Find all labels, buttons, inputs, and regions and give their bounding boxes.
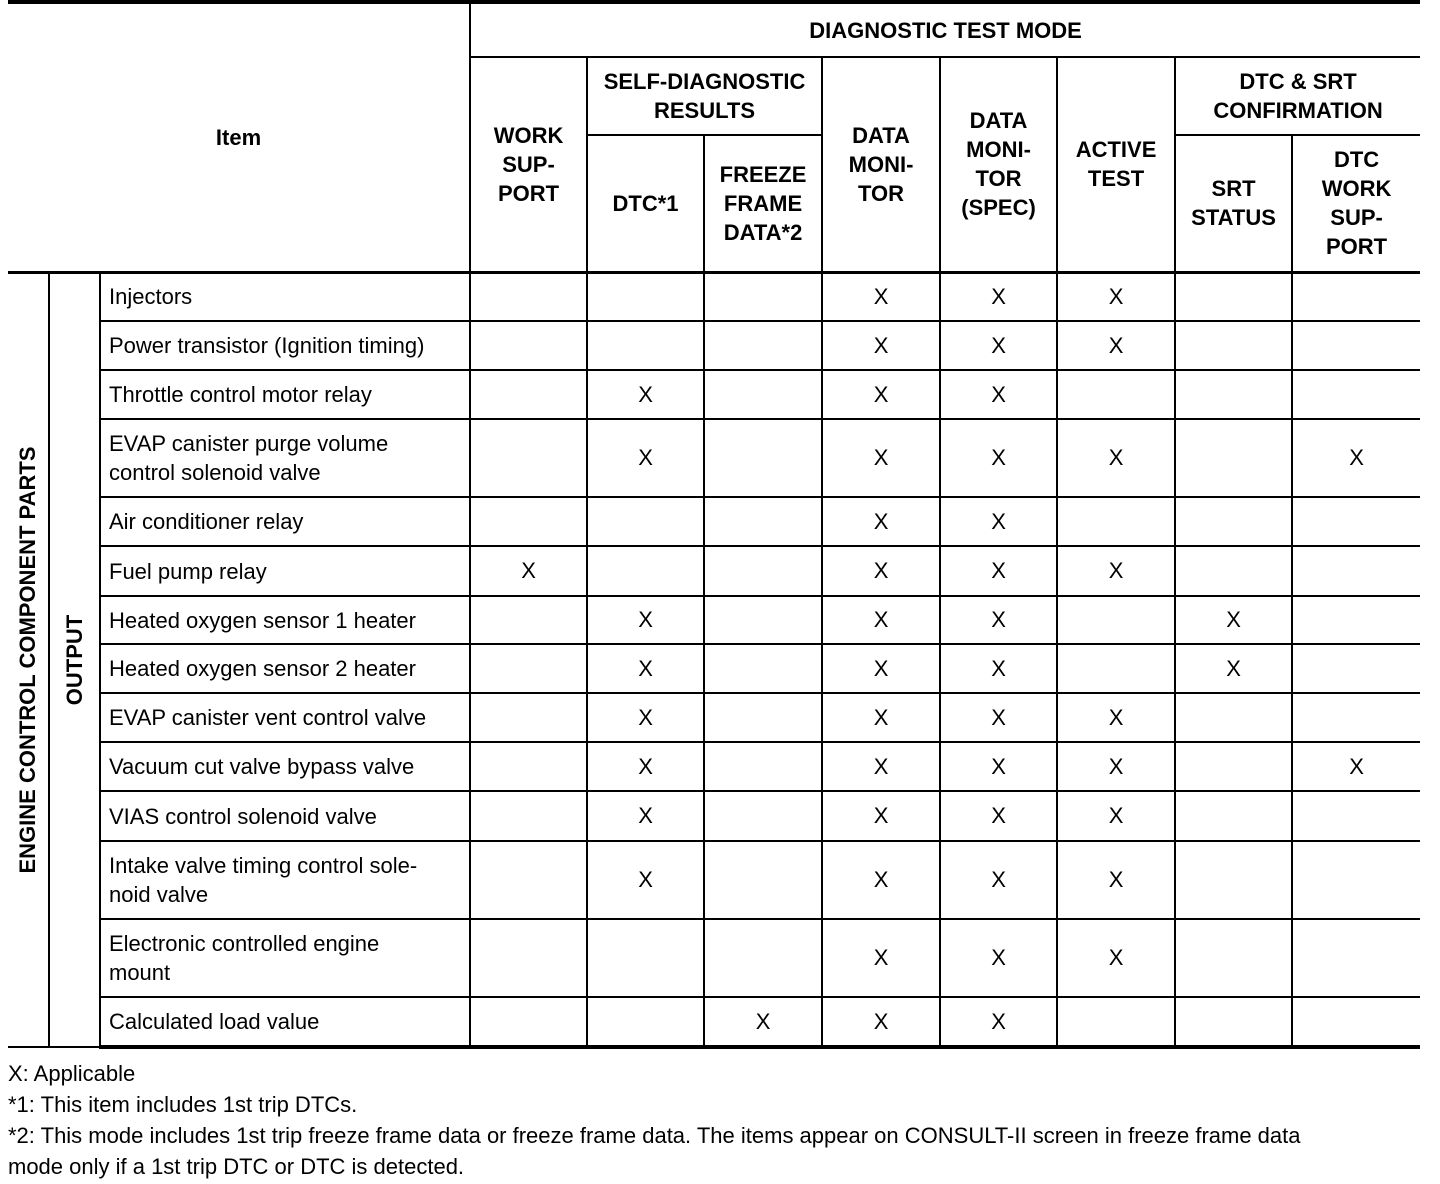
cell-dtc: X [587,693,704,742]
item-name-line: EVAP canister vent control valve [109,705,427,730]
cell-dtc-work-support [1292,791,1420,841]
item-name-line: Power transistor (Ignition timing) [109,333,425,358]
cell-data-monitor: X [822,419,940,497]
cell-active-test: X [1057,546,1175,596]
header-active-test: ACTIVE TEST [1057,57,1175,272]
cell-data-monitor: X [822,321,940,370]
group-label-cell [8,272,49,1047]
cell-dtc [587,272,704,321]
note-2: *2: This mode includes 1st trip freeze frame data or freeze frame data. The items appear on CONSULT-II screen in freeze frame data [8,1123,1301,1148]
cell-active-test [1057,644,1175,693]
table-row [8,742,1420,791]
cell-dtc-work-support [1292,997,1420,1047]
cell-data-monitor: X [822,497,940,546]
item-name-line: mount [109,960,171,985]
cell-freeze-frame [704,742,822,791]
cell-dtc-work-support: X [1292,742,1420,791]
header-work-support: WORK SUP- PORT [470,57,587,272]
cell-active-test [1057,497,1175,546]
item-name [100,919,470,997]
cell-freeze-frame [704,370,822,419]
cell-freeze-frame [704,272,822,321]
item-name [100,321,470,370]
cell-dtc-work-support [1292,370,1420,419]
item-name-line: Injectors [109,284,193,310]
header-dtc: DTC*1 [587,135,704,272]
cell-srt-status [1175,497,1292,546]
item-name-line: Fuel pump relay [109,558,267,584]
item-name [100,693,470,742]
cell-freeze-frame [704,321,822,370]
cell-active-test: X [1057,272,1175,321]
item-name-line: EVAP canister purge volume [109,431,389,456]
header-self-diagnostic-results: SELF-DIAGNOSTIC RESULTS [587,57,822,135]
cell-work-support [470,644,587,693]
cell-srt-status [1175,693,1292,742]
cell-freeze-frame [704,791,822,841]
cell-freeze-frame [704,841,822,919]
cell-work-support [470,919,587,997]
table-row [8,693,1420,742]
cell-active-test [1057,997,1175,1047]
cell-data-monitor-spec: X [940,272,1057,321]
cell-dtc [587,919,704,997]
header-dtc-work-support: DTC WORK SUP- PORT [1292,135,1420,272]
cell-dtc: X [587,370,704,419]
cell-active-test: X [1057,419,1175,497]
cell-data-monitor-spec: X [940,997,1057,1047]
cell-srt-status [1175,546,1292,596]
cell-data-monitor: X [822,644,940,693]
cell-work-support [470,497,587,546]
cell-dtc-work-support [1292,596,1420,644]
item-name-line: control solenoid valve [109,460,321,485]
cell-srt-status [1175,791,1292,841]
cell-srt-status: X [1175,596,1292,644]
footnotes [8,1058,1420,1182]
cell-data-monitor: X [822,841,940,919]
item-name-line: Electronic controlled engine [109,931,380,956]
cell-data-monitor: X [822,693,940,742]
item-name-line: Air conditioner relay [109,509,304,534]
cell-dtc [587,321,704,370]
cell-dtc: X [587,791,704,841]
item-name [100,997,470,1047]
cell-dtc-work-support [1292,546,1420,596]
cell-freeze-frame [704,419,822,497]
table-row [8,596,1420,644]
group-label: ENGINE CONTROL COMPONENT PARTS [15,446,40,874]
item-name [100,370,470,419]
cell-srt-status: X [1175,644,1292,693]
cell-dtc-work-support [1292,321,1420,370]
cell-data-monitor-spec: X [940,596,1057,644]
header-dtc-srt-confirmation: DTC & SRT CONFIRMATION [1175,57,1420,135]
cell-freeze-frame: X [704,997,822,1047]
table-row [8,841,1420,919]
cell-dtc: X [587,841,704,919]
cell-freeze-frame [704,596,822,644]
cell-freeze-frame [704,919,822,997]
cell-dtc-work-support: X [1292,419,1420,497]
cell-active-test: X [1057,791,1175,841]
header-data-monitor-spec: DATA MONI- TOR (SPEC) [940,57,1057,272]
item-name-line: VIAS control solenoid valve [109,803,377,829]
item-name [100,742,470,791]
cell-dtc: X [587,644,704,693]
cell-data-monitor: X [822,919,940,997]
header-item: Item [8,2,470,272]
cell-dtc: X [587,596,704,644]
cell-active-test: X [1057,321,1175,370]
cell-dtc-work-support [1292,497,1420,546]
item-name [100,841,470,919]
item-name [100,791,470,841]
cell-data-monitor-spec: X [940,644,1057,693]
document [8,0,1420,1182]
table-row [8,919,1420,997]
cell-dtc: X [587,419,704,497]
cell-data-monitor-spec: X [940,546,1057,596]
header-data-monitor: DATA MONI- TOR [822,57,940,272]
cell-data-monitor: X [822,791,940,841]
cell-work-support [470,272,587,321]
cell-work-support: X [470,546,587,596]
item-name-line: Vacuum cut valve bypass valve [109,754,415,779]
cell-work-support [470,419,587,497]
header-srt-status: SRT STATUS [1175,135,1292,272]
cell-data-monitor: X [822,997,940,1047]
cell-srt-status [1175,841,1292,919]
cell-data-monitor: X [822,546,940,596]
cell-active-test [1057,596,1175,644]
cell-dtc [587,997,704,1047]
cell-freeze-frame [704,644,822,693]
cell-active-test: X [1057,841,1175,919]
item-name-line: noid valve [109,882,209,907]
cell-work-support [470,370,587,419]
table-row [8,644,1420,693]
header-freeze-frame-data: FREEZE FRAME DATA*2 [704,135,822,272]
cell-work-support [470,791,587,841]
item-name-line: Throttle control motor relay [109,382,372,407]
cell-srt-status [1175,919,1292,997]
header-diagnostic-test-mode: DIAGNOSTIC TEST MODE [470,2,1420,57]
cell-dtc: X [587,742,704,791]
table-row [8,546,1420,596]
cell-freeze-frame [704,546,822,596]
cell-dtc-work-support [1292,919,1420,997]
note-1: *1: This item includes 1st trip DTCs. [8,1092,358,1117]
cell-active-test [1057,370,1175,419]
cell-freeze-frame [704,497,822,546]
table-row [8,419,1420,497]
item-name-line: Heated oxygen sensor 1 heater [109,607,416,633]
table-row [8,321,1420,370]
cell-srt-status [1175,370,1292,419]
table-row [8,497,1420,546]
cell-data-monitor-spec: X [940,321,1057,370]
subgroup-label: OUTPUT [61,614,87,705]
cell-active-test: X [1057,693,1175,742]
cell-data-monitor-spec: X [940,370,1057,419]
item-name [100,596,470,644]
item-name [100,497,470,546]
cell-data-monitor: X [822,272,940,321]
item-name-line: Intake valve timing control sole- [109,853,418,878]
cell-data-monitor-spec: X [940,742,1057,791]
cell-work-support [470,997,587,1047]
cell-work-support [470,742,587,791]
table-row [8,272,1420,321]
item-name [100,272,470,321]
cell-data-monitor-spec: X [940,693,1057,742]
note-2-cont: mode only if a 1st trip DTC or DTC is detected. [8,1154,465,1179]
cell-data-monitor-spec: X [940,791,1057,841]
cell-srt-status [1175,272,1292,321]
cell-dtc [587,497,704,546]
cell-data-monitor-spec: X [940,919,1057,997]
cell-data-monitor-spec: X [940,841,1057,919]
cell-srt-status [1175,997,1292,1047]
cell-data-monitor: X [822,370,940,419]
item-name [100,644,470,693]
cell-data-monitor: X [822,742,940,791]
item-name [100,419,470,497]
cell-srt-status [1175,321,1292,370]
cell-freeze-frame [704,693,822,742]
cell-data-monitor: X [822,596,940,644]
cell-work-support [470,841,587,919]
cell-srt-status [1175,742,1292,791]
cell-dtc-work-support [1292,841,1420,919]
cell-srt-status [1175,419,1292,497]
cell-dtc-work-support [1292,644,1420,693]
cell-active-test: X [1057,742,1175,791]
table-row [8,791,1420,841]
cell-active-test: X [1057,919,1175,997]
note-applicable: X: Applicable [8,1061,136,1086]
cell-data-monitor-spec: X [940,497,1057,546]
cell-work-support [470,596,587,644]
subgroup-label-cell [49,272,100,1047]
cell-dtc [587,546,704,596]
item-name-line: Calculated load value [109,1009,320,1034]
diagnostic-mode-table [8,0,1420,1049]
table-row [8,370,1420,419]
cell-work-support [470,693,587,742]
cell-dtc-work-support [1292,693,1420,742]
table-row [8,997,1420,1047]
cell-data-monitor-spec: X [940,419,1057,497]
cell-work-support [470,321,587,370]
item-name-line: Heated oxygen sensor 2 heater [109,656,416,681]
item-name [100,546,470,596]
cell-dtc-work-support [1292,272,1420,321]
